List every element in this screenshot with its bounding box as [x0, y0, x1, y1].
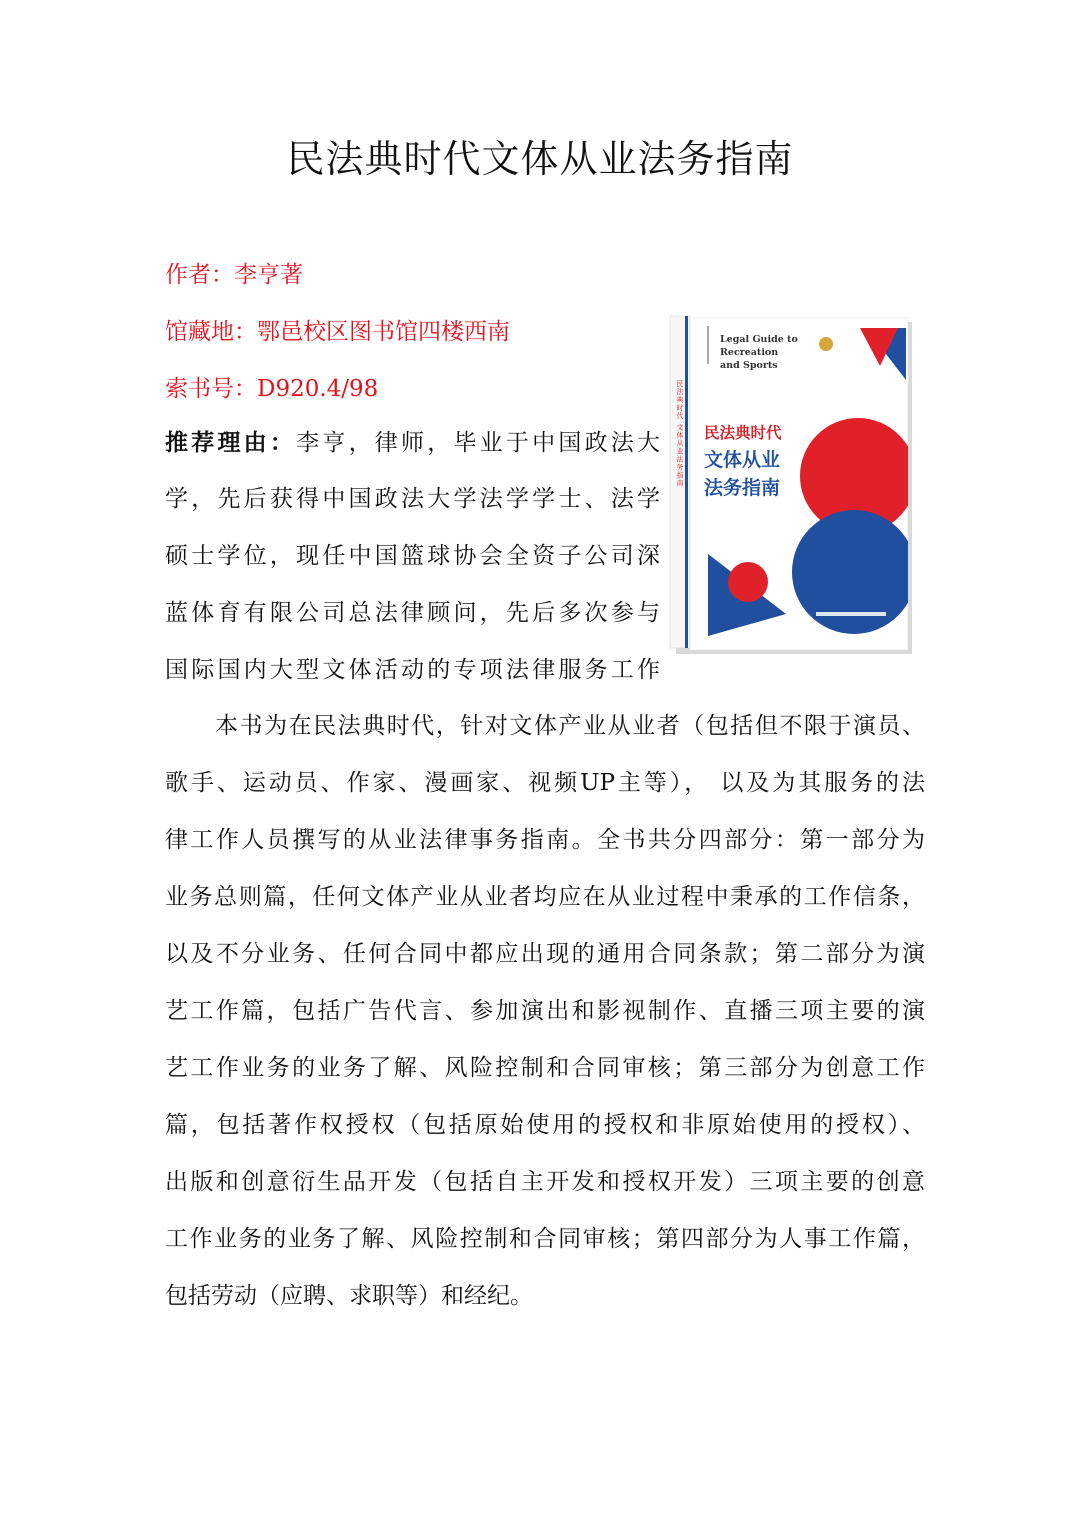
author-line: 作者：李亨著	[165, 262, 303, 288]
reason-line: 国际国内大型文体活动的专项法律服务工作	[165, 657, 660, 683]
reason-line: 硕士学位，现任中国篮球协会全资子公司深	[165, 543, 660, 569]
call-number-line: 索书号：D920.4/98	[165, 376, 379, 402]
reason-label: 推荐理由：	[165, 429, 297, 456]
cover-spine-title: 民法典时代 文体从业法务指南	[676, 380, 684, 488]
reason-line	[165, 414, 660, 471]
body-line: 以及不分业务、任何合同中都应出现的通用合同条款；第二部分为演	[165, 941, 925, 967]
location-line: 馆藏地：鄂邑校区图书馆四楼西南	[165, 319, 510, 345]
recommendation-reason	[165, 414, 660, 699]
reason-text: 李亨，律师，毕业于中国政法大	[296, 430, 661, 456]
page-title: 民法典时代文体从业法务指南	[286, 137, 794, 181]
body-line: 篇，包括著作权授权（包括原始使用的授权和非原始使用的授权）、	[165, 1112, 925, 1138]
cover-english-line: Legal Guide to	[720, 334, 798, 345]
reason-line: 学，先后获得中国政法大学法学学士、法学	[165, 486, 660, 512]
cover-small-red-circle	[728, 562, 768, 602]
reason-line: 蓝体育有限公司总法律顾问，先后多次参与	[165, 600, 660, 626]
book-cover-image	[668, 314, 914, 656]
body-line: 包括劳动（应聘、求职等）和经纪。	[165, 1283, 533, 1309]
book-description	[165, 698, 925, 1325]
body-line: 工作业务的业务了解、风险控制和合同审核；第四部分为人事工作篇，	[165, 1226, 925, 1252]
cover-english-line: and Sports	[720, 360, 778, 371]
body-line: 歌手、运动员、作家、漫画家、视频UP主等）， 以及为其服务的法	[165, 770, 925, 796]
cover-chinese-title-line: 法务指南	[704, 477, 781, 499]
publisher-logo-icon	[819, 337, 833, 351]
cover-chinese-title-line: 文体从业	[704, 449, 781, 471]
body-line: 出版和创意衍生品开发（包括自主开发和授权开发）三项主要的创意	[165, 1169, 925, 1195]
body-line: 律工作人员撰写的从业法律事务指南。全书共分四部分：第一部分为	[165, 827, 925, 853]
body-line: 艺工作篇，包括广告代言、参加演出和影视制作、直播三项主要的演	[165, 998, 925, 1024]
cover-spine-stripe	[685, 316, 688, 648]
body-line: 本书为在民法典时代，针对文体产业从业者（包括但不限于演员、	[215, 713, 925, 739]
cover-chinese-title-line: 民法典时代	[704, 424, 782, 442]
cover-publisher-mark	[816, 612, 886, 616]
body-line: 业务总则篇，任何文体产业从业者均应在从业过程中秉承的工作信条，	[165, 884, 925, 910]
body-line: 艺工作业务的业务了解、风险控制和合同审核；第三部分为创意工作	[165, 1055, 925, 1081]
cover-english-line: Recreation	[720, 347, 779, 358]
